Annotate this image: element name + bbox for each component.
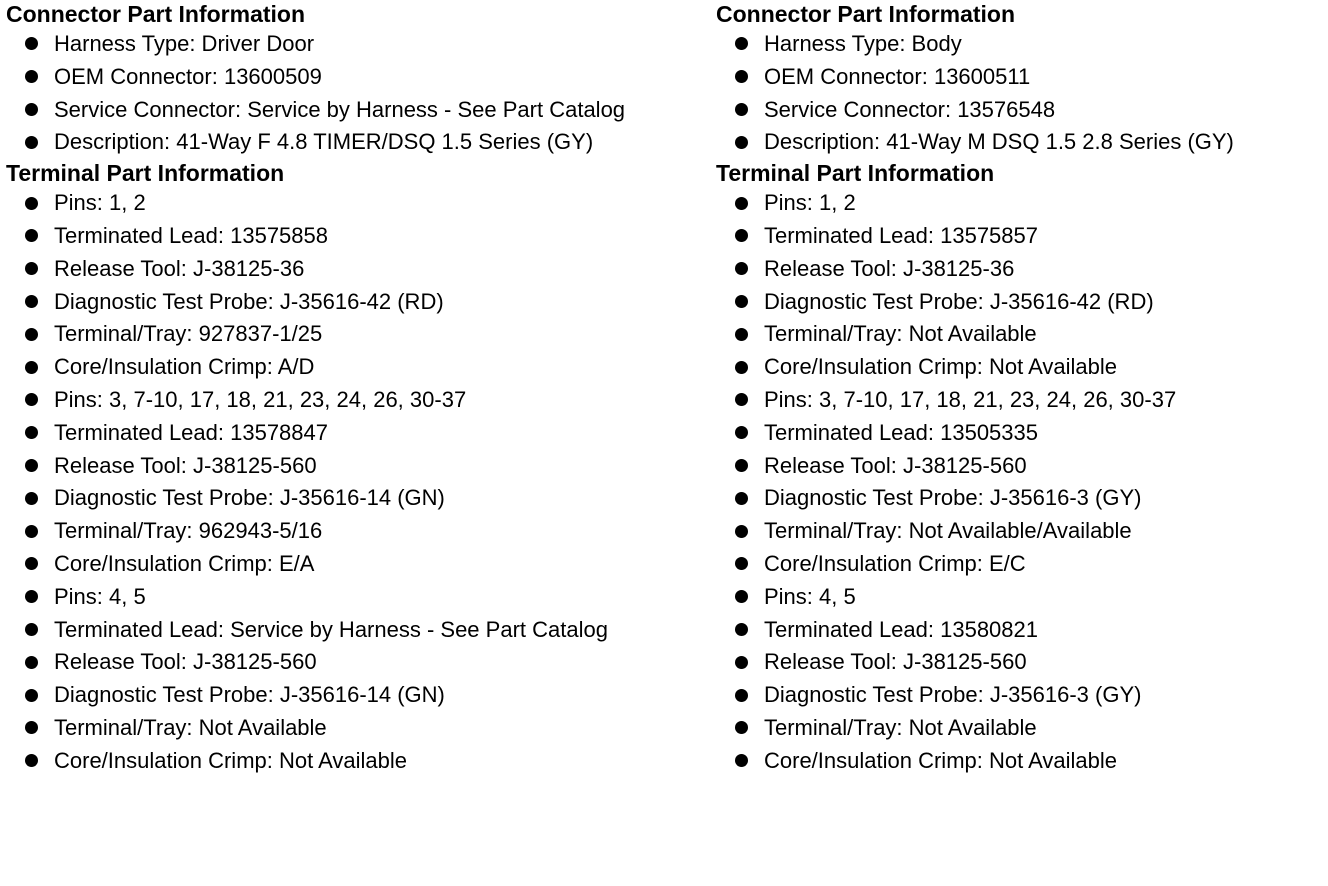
terminal-info-item xyxy=(6,220,706,253)
bullet-icon xyxy=(735,393,748,406)
connector-info-text: Description: 41-Way F 4.8 TIMER/DSQ 1.5 Series (GY) xyxy=(54,129,594,155)
bullet-icon xyxy=(25,426,38,439)
connector-part-info-heading: Connector Part Information xyxy=(716,1,1016,27)
terminal-info-text: Diagnostic Test Probe: J-35616-42 (RD) xyxy=(54,288,444,314)
terminal-info-text: Core/Insulation Crimp: Not Available xyxy=(54,747,407,773)
connector-info-item xyxy=(716,94,1322,127)
bullet-icon xyxy=(735,262,748,275)
terminal-info-text: Terminated Lead: 13575857 xyxy=(764,222,1038,248)
terminal-info-item xyxy=(716,745,1322,778)
terminal-group-2 xyxy=(6,384,706,581)
terminal-info-text: Pins: 1, 2 xyxy=(54,190,146,216)
terminal-info-item xyxy=(6,450,706,483)
terminal-info-item xyxy=(716,646,1322,679)
bullet-icon xyxy=(735,689,748,702)
terminal-info-text: Pins: 4, 5 xyxy=(764,583,856,609)
connector-info-text: Harness Type: Body xyxy=(764,31,962,56)
connector-info-text: Description: 41-Way M DSQ 1.5 2.8 Series (GY) xyxy=(764,129,1234,155)
terminal-info-text: Terminated Lead: 13578847 xyxy=(54,419,328,445)
bullet-icon xyxy=(25,689,38,702)
terminal-info-text: Release Tool: J-38125-560 xyxy=(764,649,1027,675)
bullet-icon xyxy=(735,459,748,472)
terminal-info-item xyxy=(716,614,1322,647)
terminal-info-item xyxy=(6,679,706,712)
bullet-icon xyxy=(25,103,38,116)
terminal-info-text: Pins: 3, 7-10, 17, 18, 21, 23, 24, 26, 30-37 xyxy=(764,386,1177,412)
bullet-icon xyxy=(25,136,38,149)
terminal-info-text: Terminal/Tray: Not Available xyxy=(764,714,1037,740)
terminal-part-info-heading: Terminal Part Information xyxy=(716,160,995,187)
bullet-icon xyxy=(735,103,748,116)
terminal-info-text: Diagnostic Test Probe: J-35616-42 (RD) xyxy=(764,288,1154,314)
terminal-info-text: Core/Insulation Crimp: Not Available xyxy=(764,354,1117,380)
bullet-icon xyxy=(735,295,748,308)
terminal-info-item xyxy=(6,318,706,351)
terminal-info-text: Terminated Lead: Service by Harness - See Part Catalog xyxy=(54,616,608,642)
bullet-icon xyxy=(25,295,38,308)
terminal-info-text: Diagnostic Test Probe: J-35616-3 (GY) xyxy=(764,485,1142,511)
terminal-info-item xyxy=(6,745,706,778)
terminal-info-text: Terminated Lead: 13505335 xyxy=(764,419,1038,445)
terminal-part-info-heading: Terminal Part Information xyxy=(6,160,285,187)
terminal-info-item xyxy=(6,515,706,548)
terminal-info-item xyxy=(716,253,1322,286)
terminal-info-text: Core/Insulation Crimp: Not Available xyxy=(764,747,1117,773)
bullet-icon xyxy=(25,328,38,341)
bullet-icon xyxy=(735,426,748,439)
terminal-info-text: Terminal/Tray: 927837-1/25 xyxy=(54,321,323,347)
connector-info-item xyxy=(716,126,1322,159)
bullet-icon xyxy=(735,197,748,210)
terminal-info-text: Release Tool: J-38125-560 xyxy=(54,452,317,478)
bullet-icon xyxy=(735,492,748,505)
terminal-info-item xyxy=(716,384,1322,417)
bullet-icon xyxy=(25,229,38,242)
connector-info-list xyxy=(716,28,1322,159)
terminal-info-item xyxy=(6,548,706,581)
terminal-info-item xyxy=(6,712,706,745)
terminal-info-text: Pins: 1, 2 xyxy=(764,190,856,216)
bullet-icon xyxy=(25,656,38,669)
connector-info-text: OEM Connector: 13600509 xyxy=(54,63,322,89)
terminal-info-item xyxy=(6,187,706,220)
bullet-icon xyxy=(25,37,38,50)
bullet-icon xyxy=(735,721,748,734)
connector-info-text: Service Connector: Service by Harness - See Part Catalog xyxy=(54,96,626,122)
terminal-info-item xyxy=(6,581,706,614)
terminal-info-item xyxy=(716,515,1322,548)
connector-info-item xyxy=(6,126,706,159)
terminal-info-item xyxy=(716,220,1322,253)
bullet-icon xyxy=(735,754,748,767)
bullet-icon xyxy=(25,590,38,603)
terminal-info-text: Pins: 3, 7-10, 17, 18, 21, 23, 24, 26, 30-37 xyxy=(54,386,467,412)
terminal-info-item xyxy=(716,351,1322,384)
connector-info-text: Service Connector: 13576548 xyxy=(764,96,1056,122)
terminal-info-item xyxy=(716,712,1322,745)
terminal-info-item xyxy=(716,450,1322,483)
bullet-icon xyxy=(735,229,748,242)
connector-info-item xyxy=(6,61,706,94)
terminal-info-text: Core/Insulation Crimp: E/C xyxy=(764,550,1026,576)
terminal-info-item xyxy=(6,384,706,417)
terminal-info-text: Release Tool: J-38125-36 xyxy=(764,255,1015,281)
left-column xyxy=(6,0,706,778)
bullet-icon xyxy=(735,590,748,603)
terminal-group-3 xyxy=(716,581,1322,778)
terminal-group-3 xyxy=(6,581,706,778)
bullet-icon xyxy=(735,328,748,341)
bullet-icon xyxy=(25,623,38,636)
connector-info-item xyxy=(716,28,1322,61)
connector-info-item xyxy=(6,28,706,61)
connector-info-list xyxy=(6,28,706,159)
terminal-info-text: Diagnostic Test Probe: J-35616-14 (GN) xyxy=(54,485,445,511)
terminal-group-1 xyxy=(716,187,1322,384)
bullet-icon xyxy=(25,197,38,210)
terminal-info-item xyxy=(6,646,706,679)
terminal-info-item xyxy=(716,417,1322,450)
terminal-info-item xyxy=(6,417,706,450)
bullet-icon xyxy=(25,492,38,505)
terminal-info-item xyxy=(6,614,706,647)
terminal-info-item xyxy=(6,482,706,515)
terminal-info-text: Release Tool: J-38125-36 xyxy=(54,255,305,281)
terminal-info-item xyxy=(716,482,1322,515)
terminal-group-2 xyxy=(716,384,1322,581)
terminal-info-text: Release Tool: J-38125-560 xyxy=(54,649,317,675)
connector-info-text: Harness Type: Driver Door xyxy=(54,31,315,56)
terminal-info-item xyxy=(6,253,706,286)
terminal-info-item xyxy=(716,318,1322,351)
terminal-info-text: Terminal/Tray: Not Available xyxy=(764,321,1037,347)
connector-info-item xyxy=(6,94,706,127)
terminal-info-item xyxy=(716,581,1322,614)
bullet-icon xyxy=(735,557,748,570)
bullet-icon xyxy=(25,754,38,767)
terminal-info-item xyxy=(6,286,706,319)
terminal-info-item xyxy=(716,286,1322,319)
bullet-icon xyxy=(735,656,748,669)
terminal-info-item xyxy=(716,679,1322,712)
terminal-group-1 xyxy=(6,187,706,384)
bullet-icon xyxy=(25,393,38,406)
terminal-info-text: Terminated Lead: 13580821 xyxy=(764,616,1038,642)
terminal-info-item xyxy=(716,187,1322,220)
bullet-icon xyxy=(735,70,748,83)
bullet-icon xyxy=(25,361,38,374)
terminal-info-text: Terminal/Tray: Not Available xyxy=(54,714,327,740)
terminal-info-text: Release Tool: J-38125-560 xyxy=(764,452,1027,478)
bullet-icon xyxy=(735,136,748,149)
terminal-info-text: Terminal/Tray: 962943-5/16 xyxy=(54,518,323,544)
bullet-icon xyxy=(735,37,748,50)
bullet-icon xyxy=(735,525,748,538)
terminal-info-text: Core/Insulation Crimp: E/A xyxy=(54,550,315,576)
bullet-icon xyxy=(25,721,38,734)
right-column xyxy=(716,0,1322,778)
terminal-info-item xyxy=(716,548,1322,581)
connector-info-item xyxy=(716,61,1322,94)
connector-part-info-heading: Connector Part Information xyxy=(6,1,306,27)
bullet-icon xyxy=(25,557,38,570)
bullet-icon xyxy=(735,623,748,636)
terminal-info-text: Terminated Lead: 13575858 xyxy=(54,222,328,248)
terminal-info-text: Terminal/Tray: Not Available/Available xyxy=(764,518,1132,544)
terminal-info-text: Diagnostic Test Probe: J-35616-3 (GY) xyxy=(764,682,1142,708)
bullet-icon xyxy=(25,70,38,83)
bullet-icon xyxy=(25,459,38,472)
bullet-icon xyxy=(735,361,748,374)
terminal-info-text: Pins: 4, 5 xyxy=(54,583,146,609)
terminal-info-text: Core/Insulation Crimp: A/D xyxy=(54,354,315,380)
bullet-icon xyxy=(25,262,38,275)
connector-info-text: OEM Connector: 13600511 xyxy=(764,63,1031,89)
terminal-info-text: Diagnostic Test Probe: J-35616-14 (GN) xyxy=(54,682,445,708)
terminal-info-item xyxy=(6,351,706,384)
bullet-icon xyxy=(25,525,38,538)
